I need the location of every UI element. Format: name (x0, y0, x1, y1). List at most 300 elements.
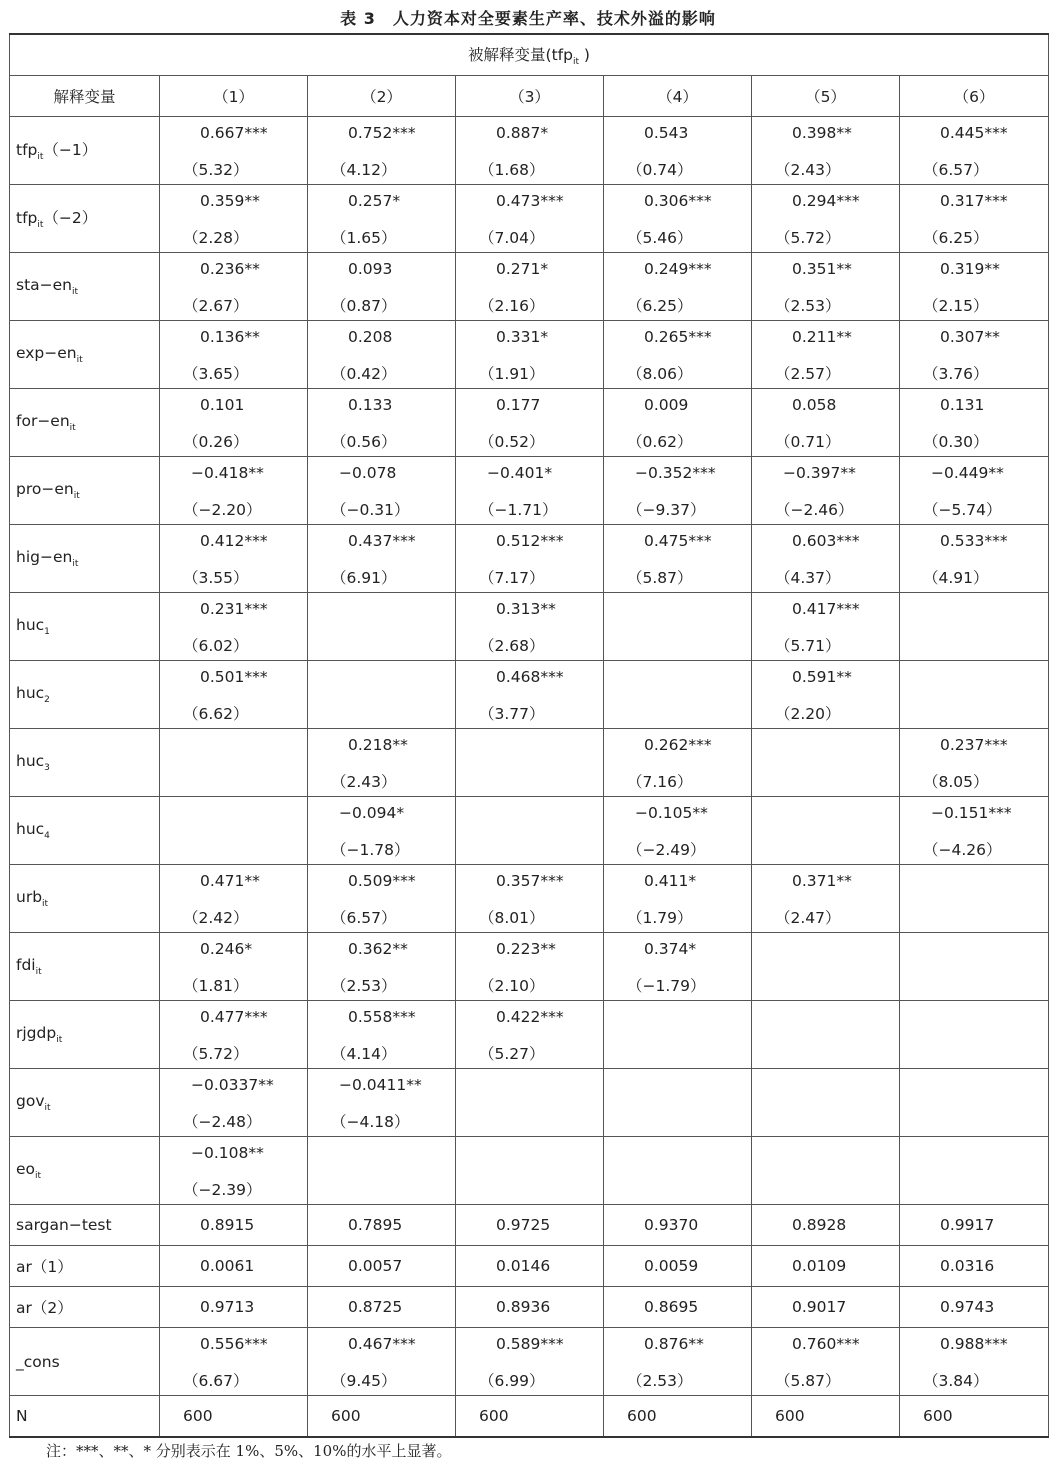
table-row (10, 661, 1049, 729)
coefficient-value: 0.988*** (940, 1335, 1008, 1353)
t-statistic: （8.05） (923, 773, 989, 791)
table-row (10, 797, 1049, 865)
coefficient-cell (604, 1001, 752, 1069)
observations-value: 600 (604, 1396, 752, 1438)
t-statistic: （5.72） (183, 1045, 249, 1063)
coefficient-value: 0.294*** (792, 192, 860, 210)
stat-row (10, 1287, 1049, 1328)
t-statistic: （4.91） (923, 569, 989, 587)
coefficient-cell (160, 525, 308, 593)
stat-value: 0.8928 (752, 1205, 900, 1246)
variable-label: tfp$_{it}$（−1） (10, 117, 160, 185)
coefficient-value: 0.371** (792, 872, 852, 890)
t-statistic: （0.74） (627, 161, 693, 179)
coefficient-cell (752, 1328, 900, 1396)
variable-label: fdi$_{it}$ (10, 933, 160, 1001)
table-row (10, 389, 1049, 457)
coefficient-cell (604, 185, 752, 253)
coefficient-cell (752, 1001, 900, 1069)
coefficient-value: −0.418** (191, 464, 264, 482)
coefficient-value: 0.411* (644, 872, 697, 890)
t-statistic: （5.32） (183, 161, 249, 179)
coefficient-cell (160, 797, 308, 865)
t-statistic: （2.16） (479, 297, 545, 315)
coefficient-value: 0.319** (940, 260, 1000, 278)
t-statistic: （2.68） (479, 637, 545, 655)
coefficient-cell (160, 729, 308, 797)
observations-row (10, 1396, 1049, 1438)
coefficient-cell (900, 1137, 1049, 1205)
coefficient-cell (308, 321, 456, 389)
t-statistic: （−4.18） (331, 1113, 410, 1131)
coefficient-cell (308, 1069, 456, 1137)
coefficient-value: 0.101 (200, 396, 245, 414)
coefficient-cell (308, 1328, 456, 1396)
t-statistic: （−4.26） (923, 841, 1002, 859)
coefficient-cell (752, 933, 900, 1001)
observations-value: 600 (752, 1396, 900, 1438)
column-header-row (10, 76, 1049, 117)
stat-value: 0.9725 (456, 1205, 604, 1246)
coefficient-cell (900, 593, 1049, 661)
coefficient-cell (160, 253, 308, 321)
coefficient-value: 0.262*** (644, 736, 712, 754)
coefficient-value: 0.533*** (940, 532, 1008, 550)
coefficient-cell (900, 661, 1049, 729)
t-statistic: （−1.79） (627, 977, 706, 995)
t-statistic: （5.87） (627, 569, 693, 587)
t-statistic: （2.43） (331, 773, 397, 791)
variable-label: urb$_{it}$ (10, 865, 160, 933)
coefficient-value: 0.136** (200, 328, 260, 346)
t-statistic: （1.81） (183, 977, 249, 995)
stat-value: 0.9017 (752, 1287, 900, 1328)
coefficient-value: 0.437*** (348, 532, 416, 550)
coefficient-cell (900, 1328, 1049, 1396)
coefficient-value: −0.0411** (339, 1076, 422, 1094)
t-statistic: （4.14） (331, 1045, 397, 1063)
coefficient-value: 0.351** (792, 260, 852, 278)
table-row (10, 865, 1049, 933)
t-statistic: （6.99） (479, 1372, 545, 1390)
variable-label: tfp$_{it}$（−2） (10, 185, 160, 253)
t-statistic: （8.06） (627, 365, 693, 383)
coefficient-value: 0.543 (644, 124, 689, 142)
t-statistic: （6.02） (183, 637, 249, 655)
t-statistic: （0.56） (331, 433, 397, 451)
coefficient-cell (456, 1328, 604, 1396)
observations-value: 600 (308, 1396, 456, 1438)
variable-label: huc$_1$ (10, 593, 160, 661)
coefficient-cell (900, 797, 1049, 865)
t-statistic: （−9.37） (627, 501, 706, 519)
t-statistic: （3.84） (923, 1372, 989, 1390)
column-header: （1） (160, 76, 308, 117)
coefficient-value: −0.078 (339, 464, 397, 482)
coefficient-cell (752, 729, 900, 797)
coefficient-cell (160, 117, 308, 185)
coefficient-value: 0.331* (496, 328, 549, 346)
coefficient-cell (604, 253, 752, 321)
t-statistic: （8.01） (479, 909, 545, 927)
observations-value: 600 (160, 1396, 308, 1438)
coefficient-cell (752, 865, 900, 933)
coefficient-cell (900, 321, 1049, 389)
coefficient-value: 0.131 (940, 396, 985, 414)
constant-row (10, 1328, 1049, 1396)
t-statistic: （1.65） (331, 229, 397, 247)
coefficient-cell (456, 1069, 604, 1137)
observations-value: 600 (900, 1396, 1049, 1438)
coefficient-value: 0.887* (496, 124, 549, 142)
coefficient-cell (900, 185, 1049, 253)
coefficient-value: 0.477*** (200, 1008, 268, 1026)
coefficient-value: 0.501*** (200, 668, 268, 686)
coefficient-value: 0.667*** (200, 124, 268, 142)
coefficient-value: 0.177 (496, 396, 541, 414)
coefficient-value: −0.105** (635, 804, 708, 822)
stat-value: 0.9743 (900, 1287, 1049, 1328)
coefficient-cell (604, 661, 752, 729)
regression-table (9, 33, 1049, 1438)
t-statistic: （2.20） (775, 705, 841, 723)
coefficient-cell (604, 593, 752, 661)
coefficient-value: 0.359** (200, 192, 260, 210)
table-row (10, 117, 1049, 185)
coefficient-cell (456, 661, 604, 729)
coefficient-cell (160, 1328, 308, 1396)
coefficient-cell (604, 1069, 752, 1137)
variable-label: huc$_2$ (10, 661, 160, 729)
coefficient-value: 0.471** (200, 872, 260, 890)
t-statistic: （6.67） (183, 1372, 249, 1390)
coefficient-cell (604, 117, 752, 185)
variable-label: $sta-en_{it}$ (10, 253, 160, 321)
t-statistic: （9.45） (331, 1372, 397, 1390)
t-statistic: （0.71） (775, 433, 841, 451)
variable-label: huc$_3$ (10, 729, 160, 797)
stat-value: 0.8695 (604, 1287, 752, 1328)
t-statistic: （5.71） (775, 637, 841, 655)
t-statistic: （0.26） (183, 433, 249, 451)
table-row (10, 525, 1049, 593)
coefficient-cell (160, 1069, 308, 1137)
coefficient-cell (308, 525, 456, 593)
stat-value: 0.0316 (900, 1246, 1049, 1287)
coefficient-cell (456, 185, 604, 253)
variable-label: $pro-en_{it}$ (10, 457, 160, 525)
coefficient-value: 0.412*** (200, 532, 268, 550)
coefficient-cell (160, 865, 308, 933)
coefficient-cell (160, 389, 308, 457)
t-statistic: （6.57） (331, 909, 397, 927)
coefficient-cell (308, 185, 456, 253)
t-statistic: （3.55） (183, 569, 249, 587)
coefficient-cell (160, 593, 308, 661)
coefficient-value: 0.133 (348, 396, 393, 414)
coefficient-value: −0.352*** (635, 464, 716, 482)
coefficient-cell (752, 797, 900, 865)
t-statistic: （1.79） (627, 909, 693, 927)
t-statistic: （1.68） (479, 161, 545, 179)
coefficient-value: 0.556*** (200, 1335, 268, 1353)
coefficient-cell (308, 933, 456, 1001)
coefficient-cell (752, 253, 900, 321)
variable-label: $\exp-en_{it}$ (10, 321, 160, 389)
table-row (10, 185, 1049, 253)
coefficient-cell (308, 797, 456, 865)
coefficient-cell (308, 389, 456, 457)
table-row (10, 457, 1049, 525)
t-statistic: （2.10） (479, 977, 545, 995)
coefficient-value: 0.362** (348, 940, 408, 958)
coefficient-cell (900, 933, 1049, 1001)
t-statistic: （6.25） (923, 229, 989, 247)
t-statistic: （−2.49） (627, 841, 706, 859)
coefficient-cell (900, 1069, 1049, 1137)
coefficient-value: 0.512*** (496, 532, 564, 550)
coefficient-value: 0.093 (348, 260, 393, 278)
t-statistic: （0.62） (627, 433, 693, 451)
coefficient-cell (308, 117, 456, 185)
t-statistic: （−5.74） (923, 501, 1002, 519)
stat-value: 0.8936 (456, 1287, 604, 1328)
coefficient-cell (752, 661, 900, 729)
coefficient-cell (160, 1001, 308, 1069)
coefficient-cell (604, 1137, 752, 1205)
coefficient-cell (308, 1137, 456, 1205)
table-row (10, 253, 1049, 321)
coefficient-cell (900, 1001, 1049, 1069)
coefficient-value: −0.449** (931, 464, 1004, 482)
t-statistic: （2.67） (183, 297, 249, 315)
t-statistic: （−0.31） (331, 501, 410, 519)
observations-value: 600 (456, 1396, 604, 1438)
t-statistic: （4.37） (775, 569, 841, 587)
coefficient-cell (308, 1001, 456, 1069)
coefficient-cell (160, 185, 308, 253)
t-statistic: （5.87） (775, 1372, 841, 1390)
t-statistic: （2.53） (775, 297, 841, 315)
coefficient-value: 0.317*** (940, 192, 1008, 210)
coefficient-cell (456, 865, 604, 933)
t-statistic: （−2.39） (183, 1181, 262, 1199)
coefficient-cell (160, 661, 308, 729)
coefficient-value: 0.509*** (348, 872, 416, 890)
coefficient-cell (160, 321, 308, 389)
coefficient-value: 0.009 (644, 396, 689, 414)
t-statistic: （7.04） (479, 229, 545, 247)
stat-value: 0.8915 (160, 1205, 308, 1246)
t-statistic: （2.53） (627, 1372, 693, 1390)
coefficient-cell (752, 457, 900, 525)
coefficient-value: −0.401* (487, 464, 553, 482)
t-statistic: （7.17） (479, 569, 545, 587)
coefficient-cell (900, 253, 1049, 321)
table-row (10, 593, 1049, 661)
coefficient-value: 0.211** (792, 328, 852, 346)
t-statistic: （2.42） (183, 909, 249, 927)
coefficient-value: 0.246* (200, 940, 253, 958)
coefficient-value: 0.306*** (644, 192, 712, 210)
row-label-header: 解释变量 (10, 76, 160, 117)
stat-label: sargan−test (10, 1205, 160, 1246)
table-row (10, 1069, 1049, 1137)
coefficient-value: −0.151*** (931, 804, 1012, 822)
t-statistic: （6.57） (923, 161, 989, 179)
stat-value: 0.8725 (308, 1287, 456, 1328)
t-statistic: （0.87） (331, 297, 397, 315)
coefficient-value: 0.208 (348, 328, 393, 346)
t-statistic: （3.77） (479, 705, 545, 723)
variable-label: $for-en_{it}$ (10, 389, 160, 457)
coefficient-value: 0.417*** (792, 600, 860, 618)
coefficient-cell (456, 253, 604, 321)
constant-label: _cons (10, 1328, 160, 1396)
coefficient-cell (752, 185, 900, 253)
coefficient-cell (900, 117, 1049, 185)
t-statistic: （2.43） (775, 161, 841, 179)
t-statistic: （−1.78） (331, 841, 410, 859)
coefficient-cell (900, 729, 1049, 797)
column-header: （5） (752, 76, 900, 117)
stat-value: 0.9370 (604, 1205, 752, 1246)
t-statistic: （0.30） (923, 433, 989, 451)
coefficient-value: 0.307** (940, 328, 1000, 346)
variable-label: gov$_{it}$ (10, 1069, 160, 1137)
t-statistic: （4.12） (331, 161, 397, 179)
coefficient-value: 0.271* (496, 260, 549, 278)
coefficient-value: 0.603*** (792, 532, 860, 550)
t-statistic: （−1.71） (479, 501, 558, 519)
variable-label: $eo_{it}$ (10, 1137, 160, 1205)
coefficient-cell (900, 389, 1049, 457)
coefficient-value: 0.257* (348, 192, 401, 210)
t-statistic: （5.27） (479, 1045, 545, 1063)
coefficient-cell (456, 933, 604, 1001)
coefficient-cell (456, 321, 604, 389)
t-statistic: （2.47） (775, 909, 841, 927)
coefficient-cell (160, 933, 308, 1001)
coefficient-cell (752, 593, 900, 661)
coefficient-cell (160, 1137, 308, 1205)
column-header: （6） (900, 76, 1049, 117)
variable-label: $hig-en_{it}$ (10, 525, 160, 593)
t-statistic: （7.16） (627, 773, 693, 791)
t-statistic: （5.72） (775, 229, 841, 247)
table-title: 表 3 人力资本对全要素生产率、技术外溢的影响 (340, 9, 716, 28)
coefficient-value: 0.467*** (348, 1335, 416, 1353)
t-statistic: （0.52） (479, 433, 545, 451)
coefficient-value: −0.094* (339, 804, 405, 822)
variable-label: rjgdp$_{it}$ (10, 1001, 160, 1069)
coefficient-value: 0.374* (644, 940, 697, 958)
t-statistic: （−2.20） (183, 501, 262, 519)
coefficient-value: 0.473*** (496, 192, 564, 210)
t-statistic: （3.76） (923, 365, 989, 383)
coefficient-cell (456, 1001, 604, 1069)
stat-value: 0.0059 (604, 1246, 752, 1287)
t-statistic: （2.57） (775, 365, 841, 383)
t-statistic: （3.65） (183, 365, 249, 383)
column-header: （2） (308, 76, 456, 117)
coefficient-cell (456, 1137, 604, 1205)
t-statistic: （1.91） (479, 365, 545, 383)
coefficient-value: 0.445*** (940, 124, 1008, 142)
coefficient-cell (456, 117, 604, 185)
stat-value: 0.0057 (308, 1246, 456, 1287)
coefficient-value: 0.237*** (940, 736, 1008, 754)
table-row (10, 1001, 1049, 1069)
coefficient-value: 0.223** (496, 940, 556, 958)
coefficient-value: 0.218** (348, 736, 408, 754)
coefficient-value: 0.589*** (496, 1335, 564, 1353)
coefficient-cell (604, 457, 752, 525)
t-statistic: （0.42） (331, 365, 397, 383)
coefficient-cell (604, 389, 752, 457)
dependent-variable-row (10, 34, 1049, 76)
coefficient-value: −0.397** (783, 464, 856, 482)
coefficient-value: 0.422*** (496, 1008, 564, 1026)
stat-value: 0.0146 (456, 1246, 604, 1287)
coefficient-cell (604, 933, 752, 1001)
table-note: 注：***、**、* 分别表示在 1%、5%、10%的水平上显著。 (46, 1442, 452, 1460)
t-statistic: （2.53） (331, 977, 397, 995)
stat-value: 0.0109 (752, 1246, 900, 1287)
coefficient-value: 0.876** (644, 1335, 704, 1353)
stat-value: 0.9917 (900, 1205, 1049, 1246)
coefficient-value: 0.357*** (496, 872, 564, 890)
table-row (10, 933, 1049, 1001)
coefficient-value: 0.591** (792, 668, 852, 686)
table-row (10, 729, 1049, 797)
coefficient-value: 0.231*** (200, 600, 268, 618)
coefficient-cell (308, 253, 456, 321)
t-statistic: （−2.46） (775, 501, 854, 519)
column-header: （4） (604, 76, 752, 117)
t-statistic: （2.15） (923, 297, 989, 315)
stat-value: 0.7895 (308, 1205, 456, 1246)
coefficient-cell (604, 525, 752, 593)
coefficient-value: 0.265*** (644, 328, 712, 346)
stat-value: 0.9713 (160, 1287, 308, 1328)
coefficient-cell (308, 729, 456, 797)
coefficient-cell (604, 865, 752, 933)
coefficient-cell (456, 457, 604, 525)
coefficient-cell (308, 593, 456, 661)
coefficient-value: 0.313** (496, 600, 556, 618)
coefficient-cell (308, 865, 456, 933)
stat-value: 0.0061 (160, 1246, 308, 1287)
dependent-variable-header: 被解释变量(tfp$_{it}$ ) (10, 34, 1049, 76)
stat-row (10, 1246, 1049, 1287)
coefficient-cell (900, 457, 1049, 525)
coefficient-value: 0.752*** (348, 124, 416, 142)
column-header: （3） (456, 76, 604, 117)
coefficient-value: 0.236** (200, 260, 260, 278)
coefficient-value: 0.249*** (644, 260, 712, 278)
stat-row (10, 1205, 1049, 1246)
stat-label: ar（1） (10, 1246, 160, 1287)
observations-label: N (10, 1396, 160, 1438)
coefficient-cell (604, 1328, 752, 1396)
variable-label: huc$_4$ (10, 797, 160, 865)
coefficient-cell (456, 797, 604, 865)
coefficient-cell (456, 525, 604, 593)
coefficient-value: 0.558*** (348, 1008, 416, 1026)
coefficient-value: −0.0337** (191, 1076, 274, 1094)
t-statistic: （−2.48） (183, 1113, 262, 1131)
